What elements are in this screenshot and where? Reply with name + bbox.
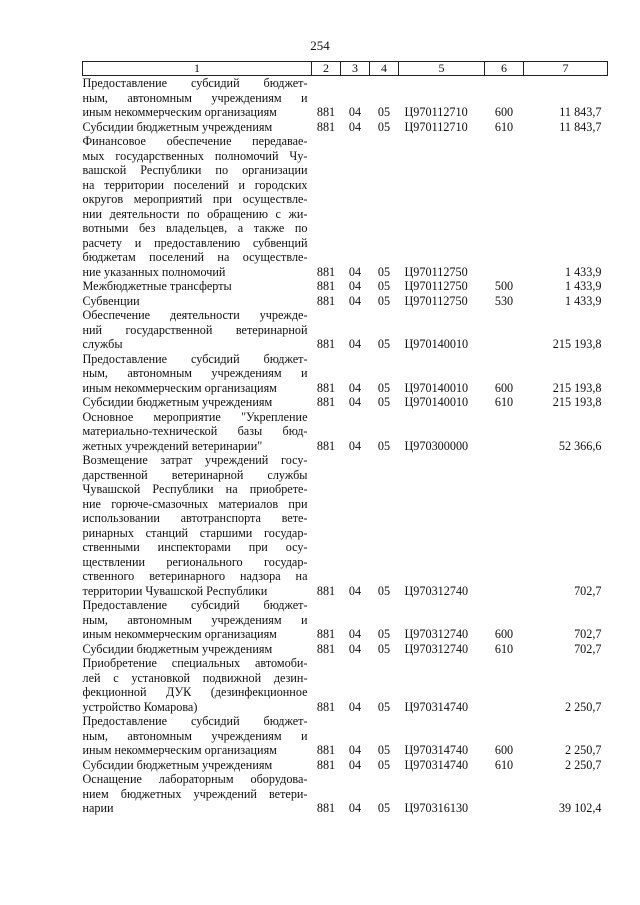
row-amount: 39 102,4: [558, 801, 602, 815]
row-amount: 2 250,7: [564, 699, 602, 714]
row-amount: 1 433,9: [564, 293, 602, 308]
row-pr: 05: [377, 380, 391, 395]
row-rz: 04: [348, 801, 362, 815]
row-name-line: использовании автотранспорта вете-: [82, 511, 308, 525]
row-vr: [485, 453, 524, 598]
column-header: 2: [312, 62, 341, 76]
table-row: [83, 453, 608, 598]
row-gr: 881: [316, 380, 336, 395]
row-gr: 881: [316, 583, 336, 598]
row-name-line: устройство Комарова): [82, 699, 198, 714]
row-name-line: Чувашской Республики на приобрете-: [82, 482, 308, 496]
row-csr: Ц970312740: [404, 627, 469, 641]
row-rz: 04: [348, 743, 362, 757]
row-csr: Ц970316130: [404, 801, 469, 815]
row-csr: Ц970300000: [404, 438, 469, 453]
row-name: [83, 76, 312, 120]
row-csr: Ц970140010: [404, 337, 469, 351]
row-rz: 04: [348, 293, 362, 308]
row-name-line: Предоставление субсидий бюджет-: [82, 351, 308, 366]
row-pr: 05: [377, 293, 391, 308]
row-rz: 04: [348, 699, 362, 714]
table-row: [83, 410, 608, 454]
row-vr: 610: [494, 641, 514, 656]
row-name-line: Оснащение лабораторным оборудова-: [82, 772, 308, 786]
row-name-line: ние горюче-смазочных материалов при: [82, 496, 308, 511]
row-gr: 881: [316, 641, 336, 656]
page-number: 254: [310, 38, 330, 53]
row-name-line: ным, автономным учреждениям и: [82, 612, 308, 627]
row-name-line: Предоставление субсидий бюджет-: [82, 598, 308, 612]
row-gr: 881: [316, 293, 336, 308]
column-header: 7: [524, 62, 608, 76]
row-pr: 05: [377, 279, 391, 293]
row-gr: 881: [316, 337, 336, 351]
row-vr: 600: [494, 627, 514, 641]
row-name-line: Межбюджетные трансферты: [82, 279, 232, 293]
row-name-line: иным некоммерческим организациям: [82, 380, 277, 395]
row-vr: [485, 134, 524, 279]
row-name-line: ственного ветеринарного надзора на: [82, 569, 308, 583]
row-name-line: Субсидии бюджетным учреждениям: [82, 395, 273, 409]
row-pr: 05: [377, 641, 391, 656]
row-vr: [485, 656, 524, 714]
row-amount: 215 193,8: [552, 380, 602, 395]
row-vr: 610: [494, 395, 514, 409]
row-amount: 2 250,7: [564, 743, 602, 757]
row-name-line: ным, автономным учреждениям и: [82, 90, 308, 105]
row-amount: 702,7: [574, 583, 602, 598]
row-csr: Ц970112750: [404, 293, 468, 308]
row-rz: 04: [348, 438, 362, 453]
row-gr: 881: [316, 264, 336, 279]
row-csr: Ц970112750: [404, 279, 468, 293]
row-vr: 600: [494, 743, 514, 757]
row-gr: 881: [316, 699, 336, 714]
row-vr: [485, 410, 524, 454]
table-row: [83, 758, 608, 773]
row-csr: Ц970140010: [404, 395, 469, 409]
row-rz: 04: [348, 583, 362, 598]
row-name-line: жетных учреждений ветеринарии": [82, 438, 263, 453]
row-name-line: Субсидии бюджетным учреждениям: [82, 641, 273, 656]
row-rz: 04: [348, 380, 362, 395]
row-pr: 05: [377, 105, 391, 119]
row-rz: 04: [348, 105, 362, 119]
table-row: [83, 642, 608, 657]
row-pr: 05: [377, 627, 391, 641]
row-name-line: нарии: [82, 801, 114, 815]
table-row: [83, 134, 608, 279]
row-amount: 2 250,7: [564, 757, 602, 772]
row-name-line: ным, автономным учреждениям и: [82, 366, 308, 380]
row-gr: 881: [316, 801, 336, 815]
row-pr: 05: [377, 119, 391, 134]
row-name-line: Возмещение затрат учреждений госу-: [82, 453, 308, 467]
column-header: 6: [485, 62, 524, 76]
row-amount: 702,7: [574, 627, 602, 641]
row-name-line: Субсидии бюджетным учреждениям: [82, 119, 273, 134]
row-name-line: Субсидии бюджетным учреждениям: [82, 757, 273, 772]
row-pr: 05: [377, 438, 391, 453]
column-header: 1: [83, 62, 312, 76]
table-row: [83, 714, 608, 758]
row-vr: 610: [494, 119, 514, 134]
row-csr: Ц970112710: [404, 119, 468, 134]
row-name: [83, 598, 312, 642]
row-name-line: Приобретение специальных автомоби-: [82, 656, 308, 670]
row-name-line: ществлении регионального государ-: [82, 554, 308, 569]
row-name: [83, 352, 312, 396]
row-name-line: Обеспечение деятельности учрежде-: [82, 308, 308, 322]
row-csr: Ц970312740: [404, 583, 469, 598]
row-amount: 702,7: [574, 641, 602, 656]
row-name-line: расчету и предоставлению субвенций: [82, 235, 308, 250]
row-gr: 881: [316, 743, 336, 757]
row-name-line: Предоставление субсидий бюджет-: [82, 76, 308, 90]
row-pr: 05: [377, 337, 391, 351]
row-name: [83, 656, 312, 714]
row-name-line: службы: [82, 337, 123, 351]
row-name-line: бюджетам поселений на осуществле-: [82, 250, 308, 264]
row-name: [83, 453, 312, 598]
column-header: 3: [341, 62, 370, 76]
row-csr: Ц970112710: [404, 105, 468, 119]
row-gr: 881: [316, 627, 336, 641]
row-name-line: материально-технической базы бюд-: [82, 424, 308, 438]
row-amount: 11 843,7: [559, 119, 602, 134]
row-amount: 11 843,7: [559, 105, 602, 119]
table-row: [83, 294, 608, 309]
row-name-line: округов мероприятий при осуществле-: [82, 192, 308, 206]
row-vr: 610: [494, 757, 514, 772]
row-vr: [485, 308, 524, 352]
row-amount: 52 366,6: [558, 438, 602, 453]
row-rz: 04: [348, 641, 362, 656]
row-name: [83, 308, 312, 352]
row-rz: 04: [348, 119, 362, 134]
row-pr: 05: [377, 395, 391, 409]
row-pr: 05: [377, 757, 391, 772]
table-row: [83, 308, 608, 352]
table-row: [83, 598, 608, 642]
row-name: [83, 134, 312, 279]
row-name-line: иным некоммерческим организациям: [82, 743, 277, 757]
row-amount: 1 433,9: [564, 264, 602, 279]
row-pr: 05: [377, 743, 391, 757]
row-rz: 04: [348, 337, 362, 351]
table-row: [83, 395, 608, 410]
row-name: [83, 772, 312, 816]
row-amount: 215 193,8: [552, 337, 602, 351]
row-name-line: иным некоммерческим организациям: [82, 105, 277, 119]
row-rz: 04: [348, 279, 362, 293]
row-name-line: ринарных станций старшими государ-: [82, 525, 308, 540]
row-name-line: нии деятельности по обращению с жи-: [82, 206, 308, 221]
row-name-line: вотными без владельцев, а также по: [82, 221, 308, 235]
row-vr: [485, 772, 524, 816]
table-body: [83, 76, 608, 816]
row-vr: 600: [494, 105, 514, 119]
budget-table: [82, 61, 607, 816]
row-name-line: территории Чувашской Республики: [82, 583, 268, 598]
row-gr: 881: [316, 119, 336, 134]
row-name-line: Субвенции: [82, 293, 140, 308]
row-gr: 881: [316, 105, 336, 119]
row-name-line: Финансовое обеспечение передавае-: [82, 134, 308, 148]
row-name-line: нием бюджетных учреждений ветери-: [82, 786, 308, 801]
row-csr: Ц970312740: [404, 641, 469, 656]
row-vr: 500: [494, 279, 514, 293]
row-vr: 530: [494, 293, 514, 308]
column-header: 4: [370, 62, 399, 76]
table-row: [83, 76, 608, 120]
row-amount: 215 193,8: [552, 395, 602, 409]
row-name-line: мых государственных полномочий Чу-: [82, 148, 308, 163]
row-csr: Ц970140010: [404, 380, 469, 395]
table-header-row: [83, 62, 608, 76]
table-row: [83, 352, 608, 396]
row-gr: 881: [316, 757, 336, 772]
row-pr: 05: [377, 699, 391, 714]
table-row: [83, 279, 608, 294]
row-rz: 04: [348, 757, 362, 772]
row-pr: 05: [377, 264, 391, 279]
table-row: [83, 656, 608, 714]
row-name-line: фекционной ДУК (дезинфекционное: [82, 685, 308, 699]
row-name-line: на территории поселений и городских: [82, 177, 308, 192]
row-name-line: вашской Республики по организации: [82, 163, 308, 177]
row-name: [83, 120, 312, 135]
row-gr: 881: [316, 438, 336, 453]
row-csr: Ц970112750: [404, 264, 468, 279]
row-name-line: ным, автономным учреждениям и: [82, 728, 308, 743]
row-name-line: ственными инспекторами при осу-: [82, 540, 308, 554]
table-row: [83, 120, 608, 135]
row-name-line: Предоставление субсидий бюджет-: [82, 714, 308, 728]
row-name-line: ний государственной ветеринарной: [82, 322, 308, 337]
column-header: 5: [399, 62, 485, 76]
row-pr: 05: [377, 801, 391, 815]
row-vr: 600: [494, 380, 514, 395]
row-csr: Ц970314740: [404, 743, 469, 757]
row-name: [83, 279, 312, 294]
row-name-line: иным некоммерческим организациям: [82, 627, 277, 641]
row-gr: 881: [316, 395, 336, 409]
row-name: [83, 714, 312, 758]
row-rz: 04: [348, 395, 362, 409]
row-name: [83, 395, 312, 410]
row-name-line: дарственной ветеринарной службы: [82, 467, 308, 482]
row-name: [83, 294, 312, 309]
row-name: [83, 410, 312, 454]
row-pr: 05: [377, 583, 391, 598]
row-gr: 881: [316, 279, 336, 293]
row-amount: 1 433,9: [564, 279, 602, 293]
row-rz: 04: [348, 627, 362, 641]
row-name-line: лей с установкой подвижной дезин-: [82, 670, 308, 685]
table-row: [83, 772, 608, 816]
row-name-line: ние указанных полномочий: [82, 264, 226, 279]
row-name: [83, 642, 312, 657]
row-rz: 04: [348, 264, 362, 279]
row-name-line: Основное мероприятие "Укрепление: [82, 409, 308, 424]
row-name: [83, 758, 312, 773]
row-csr: Ц970314740: [404, 699, 469, 714]
row-csr: Ц970314740: [404, 757, 469, 772]
